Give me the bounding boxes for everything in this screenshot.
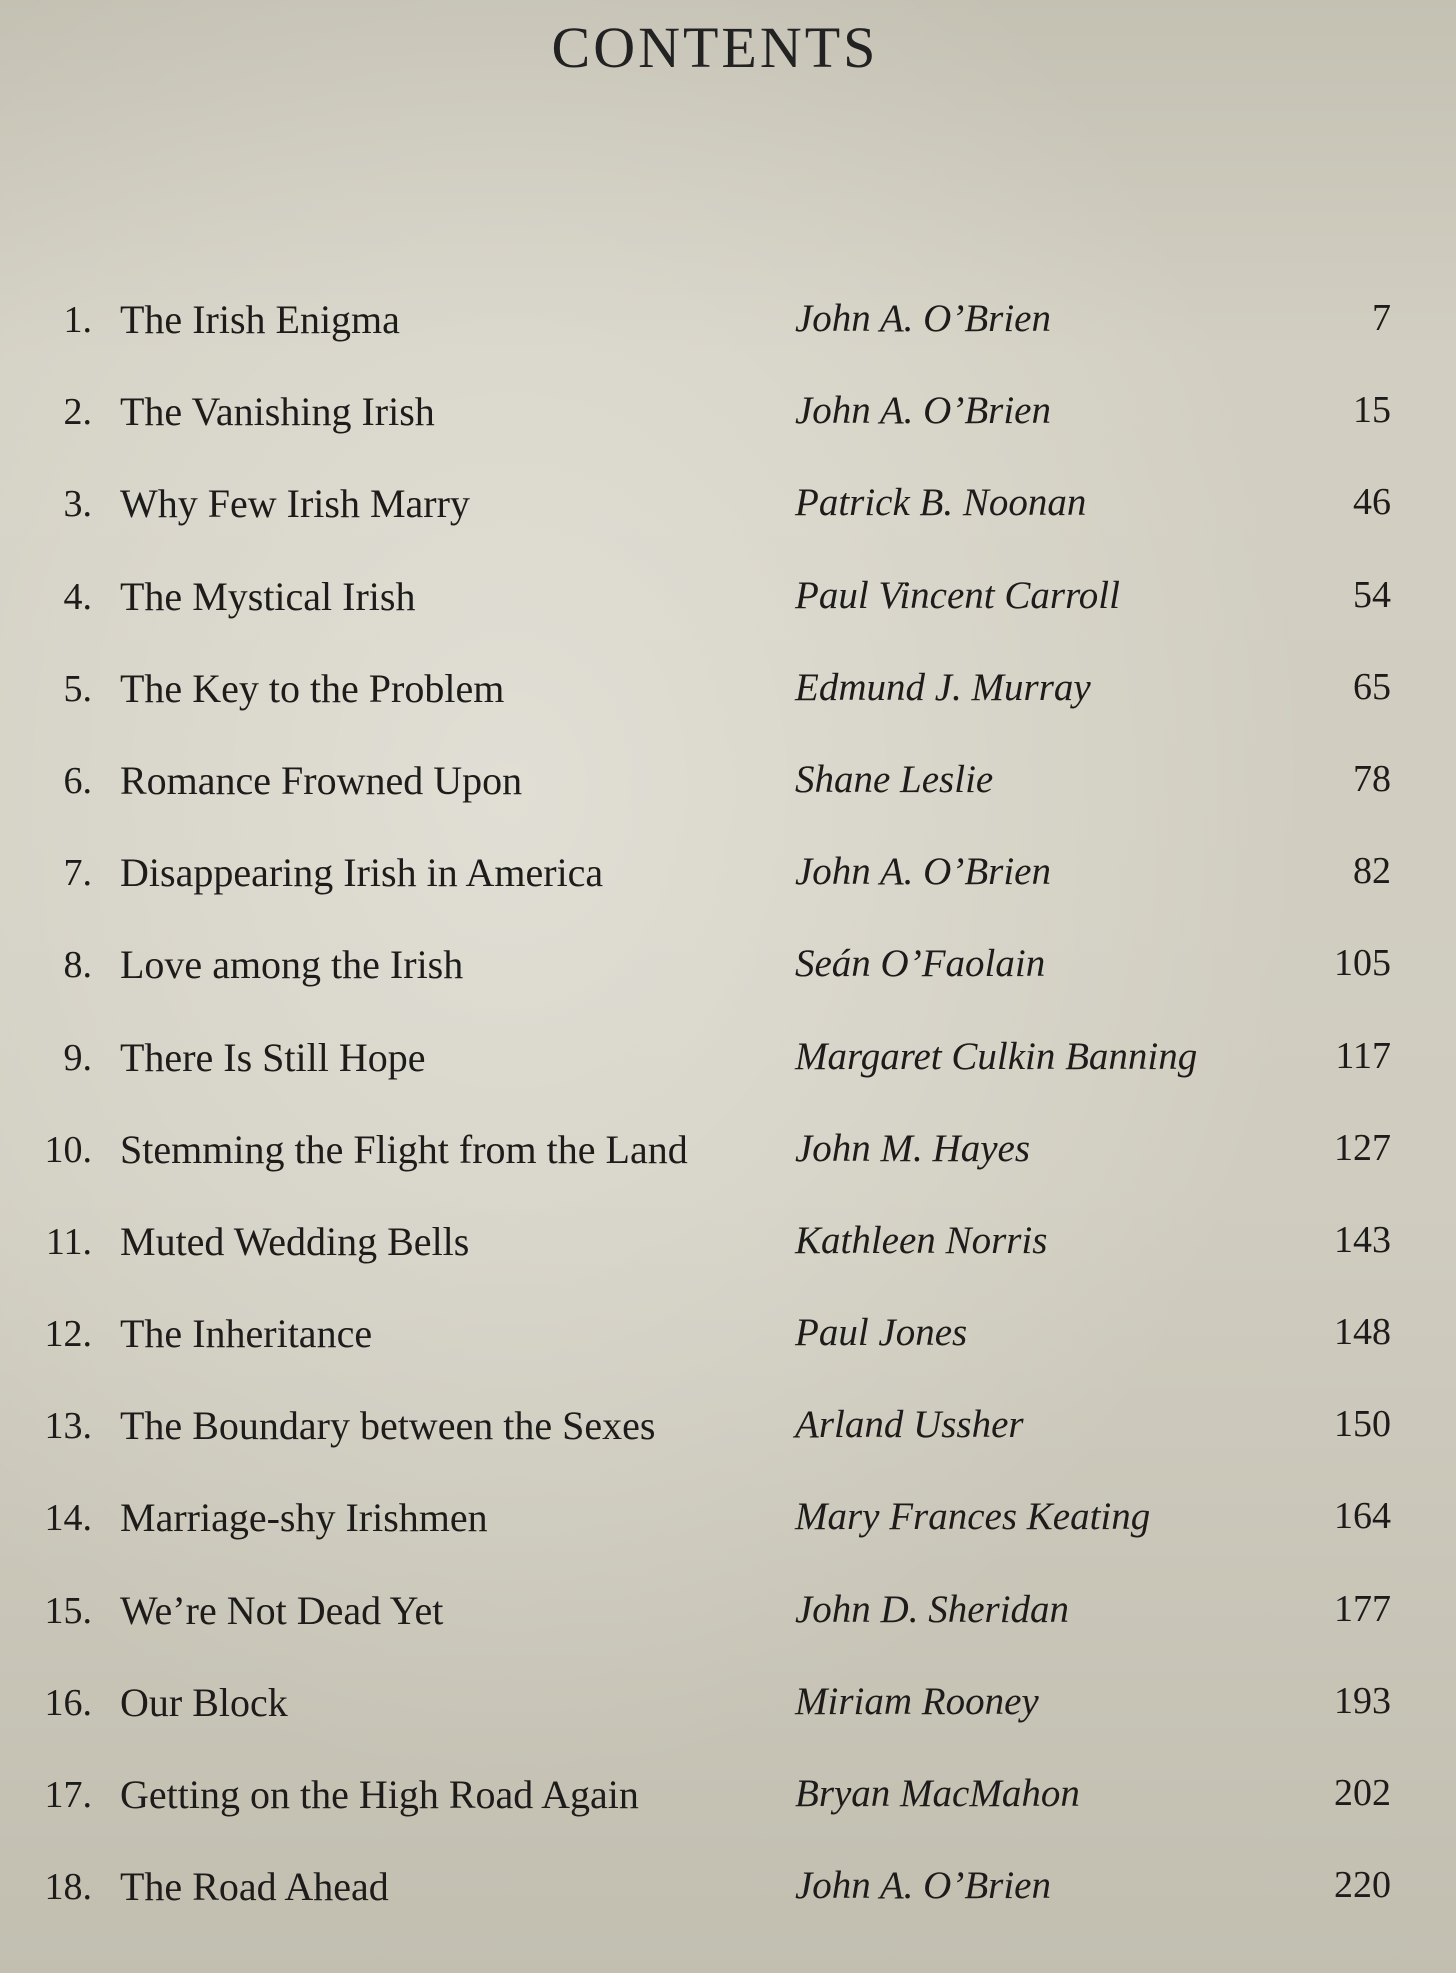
chapter-number: 18. <box>44 1866 92 1909</box>
chapter-author: Paul Vincent Carroll <box>795 573 1120 617</box>
chapter-title: Our Block <box>120 1679 288 1725</box>
chapter-author: John A. O’Brien <box>795 297 1051 340</box>
chapter-author: Patrick B. Noonan <box>795 481 1087 525</box>
chapter-number: 5. <box>63 667 92 710</box>
chapter-number: 13. <box>44 1405 92 1448</box>
chapter-title: We’re Not Dead Yet <box>120 1587 444 1633</box>
toc-entry <box>0 1108 1456 1200</box>
page-number: 82 <box>1353 850 1391 893</box>
chapter-number: 17. <box>44 1774 92 1816</box>
page-number: 46 <box>1353 481 1391 524</box>
chapter-author: John A. O’Brien <box>795 1864 1051 1908</box>
chapter-author: John D. Sheridan <box>795 1587 1070 1631</box>
page-title: CONTENTS <box>551 15 879 80</box>
chapter-title: Love among the Irish <box>120 942 464 988</box>
chapter-author: Margaret Culkin Banning <box>795 1034 1198 1078</box>
table-of-contents <box>0 278 1456 1937</box>
toc-entry <box>0 1476 1456 1568</box>
chapter-number: 2. <box>63 391 92 434</box>
chapter-number: 15. <box>44 1589 92 1632</box>
chapter-title: The Vanishing Irish <box>120 389 435 435</box>
chapter-title: There Is Still Hope <box>120 1034 426 1080</box>
chapter-number: 11. <box>45 1220 92 1263</box>
chapter-author: Shane Leslie <box>795 757 994 801</box>
page-number: 78 <box>1353 757 1391 800</box>
chapter-title: Romance Frowned Upon <box>120 757 523 803</box>
chapter-number: 7. <box>63 852 92 895</box>
page-number: 148 <box>1334 1311 1391 1354</box>
chapter-number: 6. <box>63 759 92 802</box>
chapter-title: The Key to the Problem <box>120 665 505 711</box>
chapter-title: The Road Ahead <box>120 1864 389 1910</box>
chapter-author: John M. Hayes <box>795 1126 1031 1170</box>
toc-entry <box>0 1569 1456 1661</box>
chapter-author: Mary Frances Keating <box>795 1495 1151 1539</box>
chapter-number: 12. <box>44 1313 92 1356</box>
chapter-number: 4. <box>63 575 92 618</box>
chapter-number: 8. <box>63 944 92 987</box>
toc-entry <box>0 1845 1456 1937</box>
toc-entry <box>0 555 1456 647</box>
toc-entry <box>0 1016 1456 1108</box>
chapter-author: Miriam Rooney <box>795 1679 1039 1723</box>
chapter-number: 3. <box>63 483 92 526</box>
page-number: 202 <box>1334 1772 1391 1814</box>
page-number: 7 <box>1372 297 1391 339</box>
chapter-number: 10. <box>44 1128 92 1171</box>
toc-entry <box>0 1384 1456 1476</box>
page-number: 54 <box>1353 573 1391 616</box>
page-number: 117 <box>1335 1034 1391 1077</box>
chapter-title: Why Few Irish Marry <box>120 481 470 527</box>
chapter-title: Marriage-shy Irishmen <box>120 1495 488 1541</box>
page-number: 193 <box>1334 1679 1391 1722</box>
toc-entry <box>0 831 1456 923</box>
chapter-number: 16. <box>44 1681 92 1724</box>
toc-entry <box>0 1661 1456 1753</box>
chapter-title: The Mystical Irish <box>120 573 416 619</box>
page-number: 65 <box>1353 665 1391 708</box>
chapter-author: Paul Jones <box>795 1311 968 1355</box>
toc-entry <box>0 1753 1456 1845</box>
chapter-author: John A. O’Brien <box>795 389 1051 433</box>
page-number: 143 <box>1334 1218 1391 1261</box>
toc-entry <box>0 923 1456 1015</box>
page-number: 127 <box>1334 1126 1391 1169</box>
toc-entry <box>0 370 1456 462</box>
toc-entry <box>0 1200 1456 1292</box>
page-number: 177 <box>1334 1587 1391 1630</box>
chapter-title: The Boundary between the Sexes <box>120 1403 656 1449</box>
toc-entry <box>0 739 1456 831</box>
chapter-author: Bryan MacMahon <box>795 1772 1080 1815</box>
chapter-author: Arland Ussher <box>795 1403 1024 1447</box>
toc-entry <box>0 462 1456 554</box>
chapter-title: Disappearing Irish in America <box>120 850 604 896</box>
chapter-title: The Inheritance <box>120 1311 373 1357</box>
toc-entry <box>0 647 1456 739</box>
page-number: 164 <box>1334 1495 1391 1538</box>
page-number: 150 <box>1334 1403 1391 1446</box>
chapter-author: Kathleen Norris <box>795 1218 1048 1262</box>
page-number: 15 <box>1353 389 1391 432</box>
chapter-author: Edmund J. Murray <box>795 665 1091 709</box>
toc-entry <box>0 278 1456 370</box>
page-number: 220 <box>1334 1864 1391 1907</box>
chapter-number: 1. <box>63 299 92 341</box>
toc-entry <box>0 1292 1456 1384</box>
chapter-author: Seán O’Faolain <box>795 942 1046 986</box>
page-number: 105 <box>1334 942 1391 985</box>
chapter-number: 9. <box>63 1036 92 1079</box>
chapter-author: John A. O’Brien <box>795 850 1051 894</box>
chapter-title: Getting on the High Road Again <box>120 1772 639 1817</box>
chapter-title: Muted Wedding Bells <box>120 1218 470 1264</box>
chapter-title: Stemming the Flight from the Land <box>120 1126 688 1172</box>
chapter-title: The Irish Enigma <box>120 297 400 342</box>
chapter-number: 14. <box>44 1497 92 1540</box>
